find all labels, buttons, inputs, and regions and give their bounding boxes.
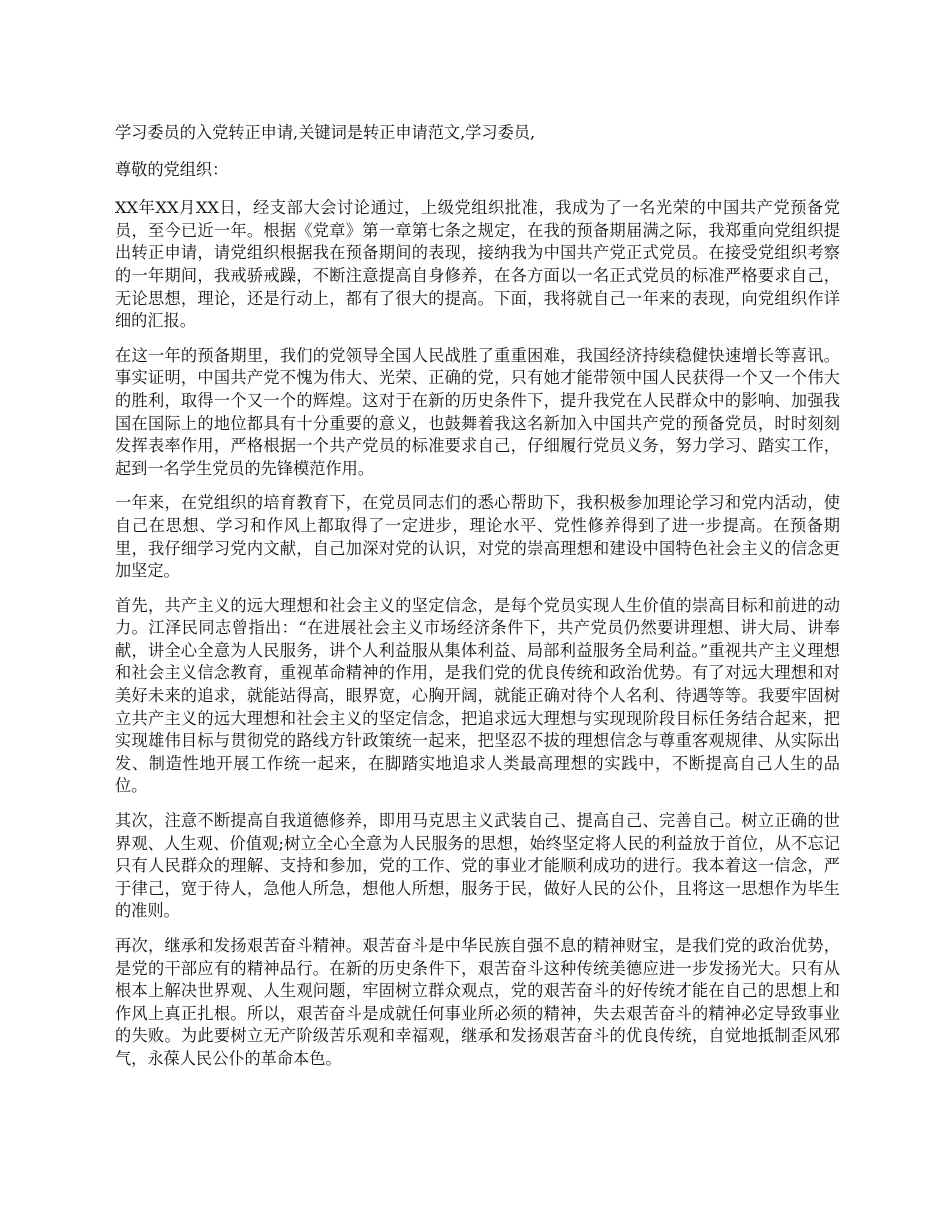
salutation: 尊敬的党组织：	[115, 159, 229, 179]
keywords-line: 学习委员的入党转正申请,关键词是转正申请范文,学习委员,	[115, 123, 536, 142]
paragraph-second-morality: 其次，注意不断提高自我道德修养，即用马克思主义武装自己、提高自己、完善自己。树立正确的世界观、人生观、价值观;树立全心全意为人民服务的思想，始终坚定将人民的利益放于首位，从不忘记只有人民群众的理解、支持和参加，党的工作、党的事业才能顺利成功的进行。我本着这一信念，严于律己，宽于待人，急他人所急，想他人所想，服务于民，做好人民的公仆，且将这一思想作为毕生的准则。	[115, 811, 840, 921]
paragraph-third-hard-work: 再次，继承和发扬艰苦奋斗精神。艰苦奋斗是中华民族自强不息的精神财宝，是我们党的政治优势，是党的干部应有的精神品行。在新的历史条件下，艰苦奋斗这种传统美德应进一步发扬光大。只有从根本上解决世界观、人生观问题，牢固树立群众观点，党的艰苦奋斗的好传统才能在自己的思想上和作风上真正扎根。所以，艰苦奋斗是成就任何事业所必须的精神，失去艰苦奋斗的精神必定导致事业的失败。为此要树立无产阶级苦乐观和幸福观，继承和发扬艰苦奋斗的优良传统，自觉地抵制歪风邪气，永葆人民公仆的革命本色。	[115, 936, 840, 1068]
document-body	[115, 122, 840, 1083]
paragraph-progress: 一年来，在党组织的培育教育下，在党员同志们的悉心帮助下，我积极参加理论学习和党内活动，使自己在思想、学习和作风上都取得了一定进步，理论水平、党性修养得到了进一步提高。在预备期里，我仔细学习党内文献，自己加深对党的认识，对党的崇高理想和建设中国特色社会主义的信念更加坚定。	[115, 493, 840, 581]
paragraph-intro: XX年XX月XX日，经支部大会讨论通过，上级党组织批准，我成为了一名光荣的中国共产党预备党员，至今已近一年。根据《党章》第一章第七条之规定，在我的预备期届满之际，我郑重向党组织提出转正申请，请党组织根据我在预备期间的表现，接纳我为中国共产党正式党员。在接受党组织考察的一年期间，我戒骄戒躁，不断注意提高自身修养，在各方面以一名正式党员的标准严格要求自己，无论思想，理论，还是行动上，都有了很大的提高。下面，我将就自己一年来的表现，向党组织作详细的汇报。	[115, 198, 840, 331]
paragraph-first-ideals: 首先，共产主义的远大理想和社会主义的坚定信念，是每个党员实现人生价值的崇高目标和前进的动力。江泽民同志曾指出：“在进展社会主义市场经济条件下，共产党员仍然要讲理想、讲大局、讲奉献，讲全心全意为人民服务，讲个人利益服从集体利益、局部利益服务全局利益。”重视共产主义理想和社会主义信念教育，重视革命精神的作用，是我们党的优良传统和政治优势。有了对远大理想和对美好未来的追求，就能站得高，眼界宽，心胸开阔，就能正确对待个人名利、待遇等等。我要牢固树立共产主义的远大理想和社会主义的坚定信念，把追求远大理想与实现现阶段目标任务结合起来，把实现雄伟目标与贯彻党的路线方针政策统一起来，把坚忍不拔的理想信念与尊重客观规律、从实际出发、制造性地开展工作统一起来，在脚踏实地追求人类最高理想的实践中，不断提高自己人生的品位。	[115, 595, 840, 796]
paragraph-probation-year: 在这一年的预备期里，我们的党领导全国人民战胜了重重困难，我国经济持续稳健快速增长等喜讯。事实证明，中国共产党不愧为伟大、光荣、正确的党，只有她才能带领中国人民获得一个又一个伟大的胜利，取得一个又一个的辉煌。这对于在新的历史条件下，提升我党在人民群众中的影响、加强我国在国际上的地位都具有十分重要的意义，也鼓舞着我这名新加入中国共产党的预备党员，时时刻刻发挥表率作用，严格根据一个共产党员的标准要求自己，仔细履行党员义务，努力学习、踏实工作，起到一名学生党员的先锋模范作用。	[115, 345, 840, 478]
